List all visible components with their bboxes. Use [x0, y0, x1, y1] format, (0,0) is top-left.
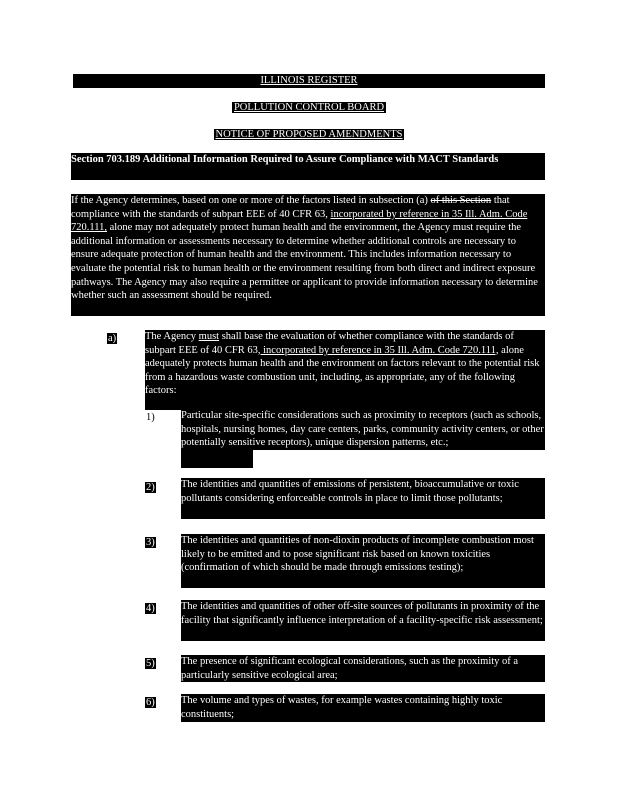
item-4-text	[181, 600, 545, 641]
subsection-a-underlined: , incorporated by reference in 35 Ill. Adm. Code 720.111,	[257, 344, 499, 356]
intro-text-2: that compliance with the standards of subpart EEE of 40 CFR 63,	[71, 195, 510, 220]
board-header	[0, 101, 618, 115]
item-3-label-text: 3)	[146, 537, 155, 548]
intro-underlined-text: incorporated by reference in 35 Ill. Adm. Code 720.111,	[71, 208, 528, 234]
section-title	[71, 153, 545, 180]
item-1-text-tail	[181, 450, 253, 468]
notice-title: NOTICE OF PROPOSED AMENDMENTS	[215, 129, 403, 140]
item-2-label	[145, 481, 156, 494]
item-5-text	[181, 655, 545, 682]
item-5-body: The presence of significant ecological considerations, such as the proximity of a particularly sensitive ecological area;	[181, 656, 519, 681]
intro-text-3: alone may not adequately protect human health and the environment, the Agency must require the additional information or assessments necessary to determine whether additional controls are necessary to ensure adequate protection of human health and the environment. This includes information necessary to evaluate the potential risk to human health or the environment resulting from both direct and indirect exposure pathways. The Agency may also require a permittee or applicant to provide information necessary to determine whether such an assessment should be required.	[71, 222, 538, 302]
item-3-body: The identities and quantities of non-dioxin products of incomplete combustion most likely to be emitted and to pose significant risk based on known toxicities (confirmation of which should be made through emissions testing);	[181, 535, 534, 574]
board-title: POLLUTION CONTROL BOARD	[233, 102, 385, 113]
item-6-body: The volume and types of wastes, for example wastes containing highly toxic constituents;	[181, 695, 503, 720]
register-header	[73, 74, 545, 88]
item-5-label	[145, 657, 156, 670]
item-2-text	[181, 478, 545, 519]
item-6-text	[181, 694, 545, 722]
section-title-text: Section 703.189 Additional Information Required to Assure Compliance with MACT Standards	[71, 154, 499, 165]
register-title: ILLINOIS REGISTER	[260, 75, 358, 86]
item-6-label-text: 6)	[146, 697, 155, 708]
item-2-body: The identities and quantities of emissions of persistent, bioaccumulative or toxic pollutants considering enforceable controls in place to limit those pollutants;	[181, 479, 519, 504]
item-4-label-text: 4)	[146, 603, 155, 614]
subsection-a-text-2: shall base the evaluation of whether compliance with the standards of subpart EEE of 40 CFR 63	[145, 331, 514, 356]
item-3-text	[181, 534, 545, 588]
intro-text-1: If the Agency determines, based on one or more of the factors listed in subsection (a)	[71, 195, 431, 206]
item-2-label-text: 2)	[146, 482, 155, 493]
item-1-label	[145, 411, 156, 424]
subsection-a-label-text: a)	[108, 333, 117, 344]
subsection-a-must: must	[198, 331, 220, 342]
subsection-a-text	[145, 330, 545, 410]
subsection-a-text-3: alone adequately protects human health and the environment on factors relevant to the potential risk from a hazardous waste combustion unit, including, as appropriate, any of the following factors:	[145, 344, 540, 397]
item-1-text	[181, 409, 545, 450]
item-6-label	[145, 696, 156, 709]
item-5-label-text: 5)	[146, 658, 155, 669]
subsection-a-label	[107, 332, 117, 345]
intro-struck-text: of this Section	[430, 195, 492, 206]
item-3-label	[145, 536, 156, 549]
item-4-body: The identities and quantities of other off-site sources of pollutants in proximity of the facility that significantly influence interpretation of a facility-specific risk assessment;	[181, 601, 543, 626]
notice-header	[0, 128, 618, 142]
subsection-a-text-1: The Agency	[145, 331, 199, 342]
item-4-label	[145, 602, 156, 615]
item-1-body: Particular site-specific considerations such as proximity to receptors (such as schools, hospitals, nursing homes, day care centers, parks, community activity centers, or other potentially sensitive receptors), unique dispersion patterns, etc.;	[181, 410, 544, 449]
item-1-label-text: 1)	[146, 412, 155, 423]
intro-paragraph	[71, 194, 545, 316]
